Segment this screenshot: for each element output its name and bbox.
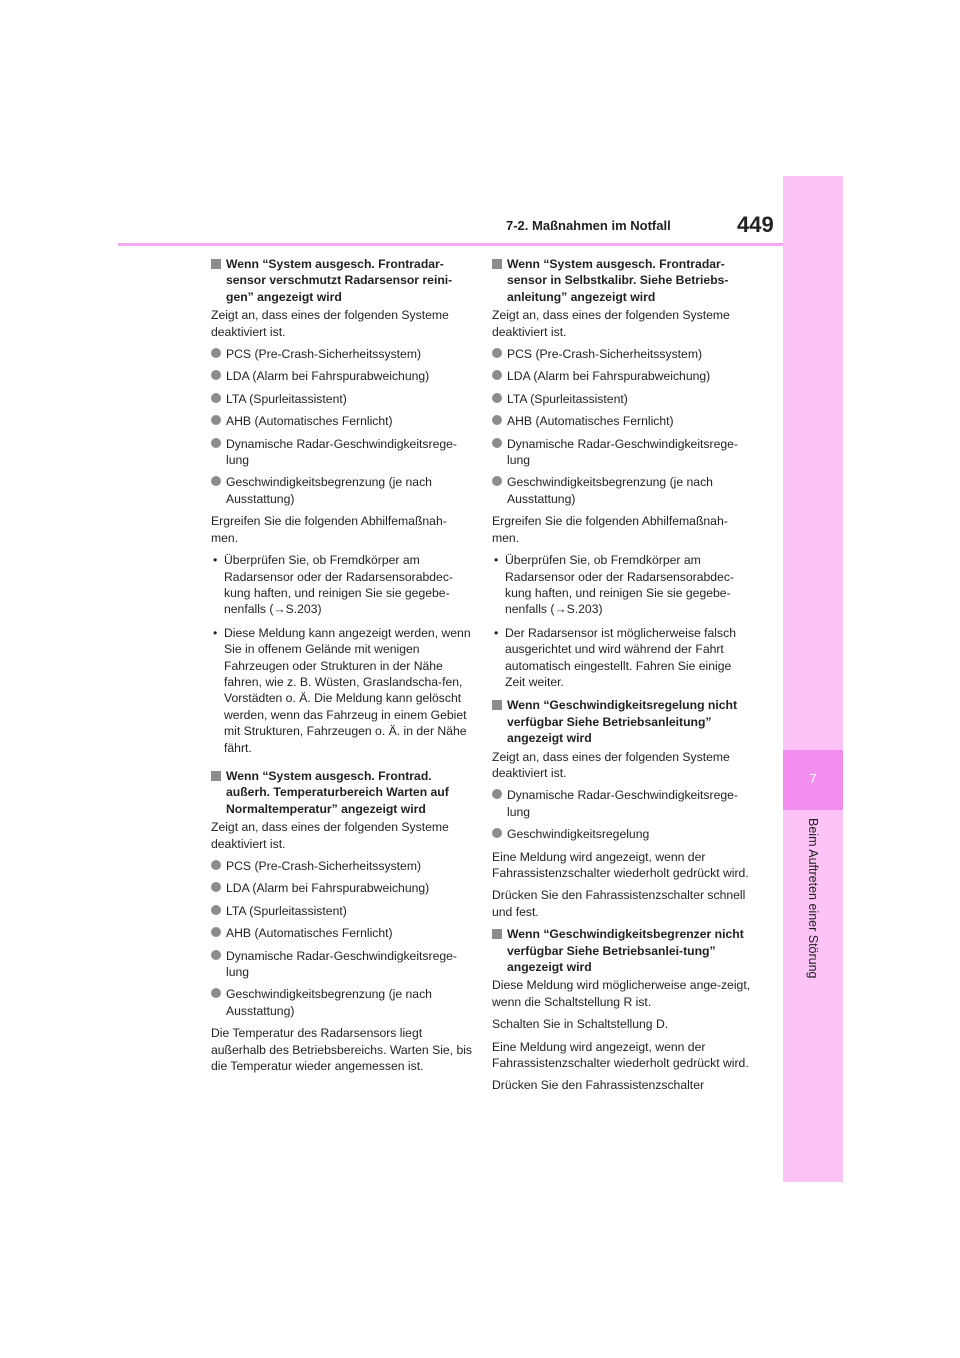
circle-bullet-icon xyxy=(492,393,502,403)
list-item: LDA (Alarm bei Fahrspurabweichung) xyxy=(492,368,754,384)
note-marker-icon: • xyxy=(494,625,499,640)
note-item: • Überprüfen Sie, ob Fremdkörper am Radarsensor oder der Radarsensorabdec-kung haften, und reinigen Sie sie gegebe-nenfalls (→S.203) xyxy=(213,553,453,617)
square-bullet-icon xyxy=(492,700,502,710)
paragraph: Zeigt an, dass eines der folgenden Systeme deaktiviert ist. xyxy=(492,308,730,339)
paragraph: Diese Meldung wird möglicherweise ange-zeigt, wenn die Schaltstellung R ist. xyxy=(492,978,751,1009)
list-item: LTA (Spurleitassistent) xyxy=(211,391,473,407)
circle-bullet-icon xyxy=(211,988,221,998)
circle-bullet-icon xyxy=(492,476,502,486)
section-heading: Wenn “Geschwindigkeitsregelung nicht verfügbar Siehe Betriebsanleitung” angezeigt wird xyxy=(492,697,754,746)
paragraph: Drücken Sie den Fahrassistenzschalter xyxy=(492,1078,705,1093)
paragraph: Die Temperatur des Radarsensors liegt außerhalb des Betriebsbereichs. Warten Sie, bis die Temperatur wieder angemessen ist. xyxy=(211,1026,473,1074)
square-bullet-icon xyxy=(211,771,221,781)
list-item: Dynamische Radar-Geschwindigkeitsrege-lung xyxy=(492,436,754,469)
circle-bullet-icon xyxy=(211,860,221,870)
circle-bullet-icon xyxy=(211,348,221,358)
circle-bullet-icon xyxy=(492,438,502,448)
header-rule xyxy=(118,243,783,246)
chapter-number: 7 xyxy=(809,771,817,786)
note-marker-icon: • xyxy=(494,553,499,568)
list-item: Geschwindigkeitsbegrenzung (je nach Ausstattung) xyxy=(211,474,473,507)
circle-bullet-icon xyxy=(492,789,502,799)
circle-bullet-icon xyxy=(211,927,221,937)
circle-bullet-icon xyxy=(492,828,502,838)
list-item: Geschwindigkeitsregelung xyxy=(492,826,754,842)
note-item: • Diese Meldung kann angezeigt werden, wenn Sie in offenem Gelände mit wenigen Fahrzeugen oder Strukturen in der Nähe fahren, wie z. B. Wüsten, Graslandscha-fen, Vorstädten o. Ä. Die Meldung kann gelöscht werden, wenn das Fahrzeug in einem Gebiet mit Strukturen, Fahrzeugen o. Ä. in der Nähe fährt. xyxy=(213,625,471,755)
note-item: • Überprüfen Sie, ob Fremdkörper am Radarsensor oder der Radarsensorabdec-kung haften, und reinigen Sie sie gegebe-nenfalls (→S.203) xyxy=(494,553,734,617)
square-bullet-icon xyxy=(492,929,502,939)
paragraph: Eine Meldung wird angezeigt, wenn der Fahrassistenzschalter wiederholt gedrückt wird. xyxy=(492,849,749,880)
paragraph: Schalten Sie in Schaltstellung D. xyxy=(492,1017,669,1032)
list-item: AHB (Automatisches Fernlicht) xyxy=(211,925,473,941)
section-heading: Wenn “System ausgesch. Frontrad. außerh. Temperaturbereich Warten auf Normaltemperatur” angezeigt wird xyxy=(211,768,473,817)
circle-bullet-icon xyxy=(492,415,502,425)
list-item: AHB (Automatisches Fernlicht) xyxy=(211,413,473,429)
circle-bullet-icon xyxy=(211,370,221,380)
paragraph: Drücken Sie den Fahrassistenzschalter schnell und fest. xyxy=(492,888,746,919)
chapter-title: Beim Auftreten einer Störung xyxy=(806,818,820,979)
section-heading: Wenn “System ausgesch. Frontradar-sensor verschmutzt Radarsensor reini-gen” angezeigt wird xyxy=(211,256,473,305)
square-bullet-icon xyxy=(211,259,221,269)
page-number: 449 xyxy=(737,212,774,237)
list-item: LTA (Spurleitassistent) xyxy=(492,391,754,407)
section-heading: Wenn “Geschwindigkeitsbegrenzer nicht verfügbar Siehe Betriebsanlei-tung” angezeigt wird xyxy=(492,926,754,975)
circle-bullet-icon xyxy=(211,882,221,892)
section-heading: Wenn “System ausgesch. Frontradar-sensor in Selbstkalibr. Siehe Betriebs-anleitung” angezeigt wird xyxy=(492,256,754,305)
paragraph: Zeigt an, dass eines der folgenden Systeme deaktiviert ist. xyxy=(211,308,449,339)
paragraph: Eine Meldung wird angezeigt, wenn der Fahrassistenzschalter wiederholt gedrückt wird. xyxy=(492,1039,749,1071)
paragraph: Ergreifen Sie die folgenden Abhilfemaßnah-men. xyxy=(492,514,728,545)
circle-bullet-icon xyxy=(211,476,221,486)
list-item: Dynamische Radar-Geschwindigkeitsrege-lung xyxy=(211,948,473,981)
circle-bullet-icon xyxy=(211,393,221,403)
list-item: PCS (Pre-Crash-Sicherheitssystem) xyxy=(211,858,473,874)
list-item: LDA (Alarm bei Fahrspurabweichung) xyxy=(211,880,473,896)
section-title: 7-2. Maßnahmen im Notfall xyxy=(506,218,671,233)
list-item: LTA (Spurleitassistent) xyxy=(211,903,473,919)
list-item: LDA (Alarm bei Fahrspurabweichung) xyxy=(211,368,473,384)
circle-bullet-icon xyxy=(211,905,221,915)
note-marker-icon: • xyxy=(213,625,218,640)
list-item: Geschwindigkeitsbegrenzung (je nach Ausstattung) xyxy=(492,474,754,507)
list-item: PCS (Pre-Crash-Sicherheitssystem) xyxy=(211,346,473,362)
left-column xyxy=(211,256,473,1080)
list-item: Dynamische Radar-Geschwindigkeitsrege-lung xyxy=(211,436,473,469)
list-item: Dynamische Radar-Geschwindigkeitsrege-lung xyxy=(492,787,754,820)
paragraph: Zeigt an, dass eines der folgenden Systeme deaktiviert ist. xyxy=(211,820,449,851)
list-item: PCS (Pre-Crash-Sicherheitssystem) xyxy=(492,346,754,362)
list-item: AHB (Automatisches Fernlicht) xyxy=(492,413,754,429)
circle-bullet-icon xyxy=(492,348,502,358)
list-item: Geschwindigkeitsbegrenzung (je nach Ausstattung) xyxy=(211,986,473,1019)
circle-bullet-icon xyxy=(211,950,221,960)
circle-bullet-icon xyxy=(211,438,221,448)
note-item: • Der Radarsensor ist möglicherweise falsch ausgerichtet und wird während der Fahrt automatisch eingestellt. Fahren Sie einige Zeit weiter. xyxy=(494,625,736,689)
paragraph: Zeigt an, dass eines der folgenden Systeme deaktiviert ist. xyxy=(492,749,730,780)
note-marker-icon: • xyxy=(213,553,218,568)
circle-bullet-icon xyxy=(211,415,221,425)
square-bullet-icon xyxy=(492,259,502,269)
paragraph: Ergreifen Sie die folgenden Abhilfemaßnah-men. xyxy=(211,514,447,545)
circle-bullet-icon xyxy=(492,370,502,380)
right-column xyxy=(492,256,754,1100)
